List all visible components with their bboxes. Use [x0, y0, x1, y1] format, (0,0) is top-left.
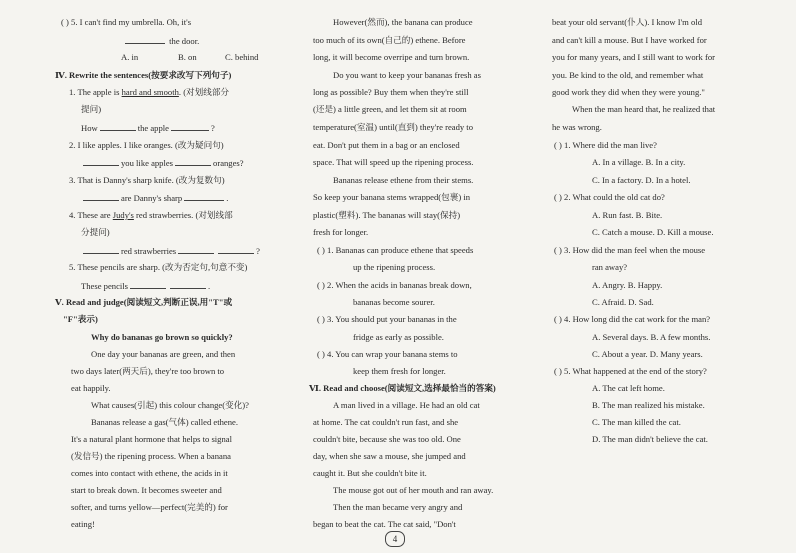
text-line: at home. The cat couldn't run fast, and she	[313, 417, 459, 427]
text-line: fresh for longer.	[313, 227, 369, 237]
rewrite-4-cont: 分提问)	[81, 227, 110, 237]
para3-line: Bananas release a gas(气体) called ethene.	[91, 417, 238, 427]
choice-q5: ( ) 5. What happened at the end of the story?	[554, 366, 707, 376]
choice-q3-opts: A. Angry. B. Happy.	[592, 280, 663, 290]
text-line: A man lived in a village. He had an old cat	[333, 400, 480, 410]
answer-blank[interactable]	[178, 244, 214, 254]
text-line: couldn't bite, because she was too old. One	[313, 434, 461, 444]
choice-q5-opt-a: A. The cat left home.	[592, 383, 665, 393]
text-line: (还是) a little green, and let them sit at room	[313, 104, 467, 114]
text-line: caught it. But she couldn't bite it.	[313, 468, 427, 478]
q5-line2: the door.	[123, 34, 199, 47]
rewrite-3: 3. That is Danny's sharp knife. (改为复数句)	[69, 175, 225, 185]
judge-item-1: ( ) 1. Bananas can produce ethene that speeds	[317, 245, 474, 255]
text-line: When the man heard that, he realized that	[572, 104, 716, 114]
q5-opt-b: B. on	[178, 52, 197, 62]
answer-blank[interactable]	[184, 191, 224, 201]
answer-blank[interactable]	[130, 279, 166, 289]
q5-line1: ( ) 5. I can't find my umbrella. Oh, it's	[61, 17, 192, 27]
rewrite-2: 2. I like apples. I like oranges. (改为疑问句)	[69, 140, 224, 150]
text-line: good work they did when they were young."	[552, 87, 705, 97]
text-line: too much of its own(自己的) ethene. Before	[313, 35, 466, 45]
choice-q2-opts: C. Catch a mouse. D. Kill a mouse.	[592, 227, 714, 237]
choice-q5-opt-b: B. The man realized his mistake.	[592, 400, 705, 410]
answer-blank[interactable]	[218, 244, 254, 254]
answer-blank[interactable]	[83, 244, 119, 254]
para1-line: One day your bananas are green, and then	[91, 349, 236, 359]
choice-q4-opts: C. About a year. D. Many years.	[592, 349, 703, 359]
section4-heading: Ⅳ. Rewrite the sentences(按要求改写下列句子)	[55, 70, 232, 80]
judge-item-1-cont: up the ripening process.	[353, 262, 436, 272]
choice-q1-opts: C. In a factory. D. In a hotel.	[592, 175, 691, 185]
rewrite-4-answer: red strawberries ?	[81, 244, 260, 257]
rewrite-1: 1. The apple is hard and smooth. (对划线部分	[69, 87, 230, 97]
para3-line: It's a natural plant hormone that helps to signal	[71, 434, 232, 444]
text-line: long, it will become overripe and turn brown.	[313, 52, 470, 62]
rewrite-1-cont: 提问)	[81, 104, 102, 114]
judge-item-3: ( ) 3. You should put your bananas in the	[317, 314, 457, 324]
q5-opt-a: A. in	[121, 52, 139, 62]
choice-q3-opts: C. Afraid. D. Sad.	[592, 297, 654, 307]
choice-q3-cont: ran away?	[592, 262, 628, 272]
choice-q1-opts: A. In a village. B. In a city.	[592, 157, 686, 167]
section5-heading: Ⅴ. Read and judge(阅读短文,判断正误,用"T"或	[55, 297, 233, 307]
para1-line: eat happily.	[71, 383, 111, 393]
text-line: Do you want to keep your bananas fresh as	[333, 70, 481, 80]
text-line: However(然而), the banana can produce	[333, 17, 473, 27]
answer-blank[interactable]	[170, 279, 206, 289]
rewrite-1-answer: How the apple ?	[81, 123, 215, 133]
para3-line: softer, and turns yellow—perfect(完美的) for	[71, 502, 228, 512]
choice-q4-opts: A. Several days. B. A few months.	[592, 332, 711, 342]
rewrite-5-answer: These pencils .	[81, 281, 211, 291]
rewrite-2-answer: you like apples oranges?	[81, 156, 244, 169]
page-number: 4	[385, 531, 405, 547]
text-line: Then the man became very angry and	[333, 502, 463, 512]
text-line: beat your old servant(仆人). I know I'm old	[552, 17, 702, 27]
text-line: temperature(室温) until(直到) they're ready to	[313, 122, 473, 132]
answer-blank[interactable]	[83, 191, 119, 201]
choice-q1: ( ) 1. Where did the man live?	[554, 140, 657, 150]
section6-heading: Ⅵ. Read and choose(阅读短文,选择最恰当的答案)	[309, 383, 496, 393]
answer-blank[interactable]	[83, 156, 119, 166]
text-line: The mouse got out of her mouth and ran away.	[333, 485, 494, 495]
text-line: you. Be kind to the old, and remember what	[552, 70, 704, 80]
judge-item-2: ( ) 2. When the acids in bananas break down,	[317, 280, 472, 290]
judge-item-2-cont: bananas become sourer.	[353, 297, 435, 307]
para3-line: comes into contact with ethene, the acids in it	[71, 468, 228, 478]
text-line: you for many years, and I still want to work for	[552, 52, 716, 62]
text-line: he was wrong.	[552, 122, 602, 132]
rewrite-3-answer: are Danny's sharp .	[81, 191, 228, 204]
choice-q4: ( ) 4. How long did the cat work for the man?	[554, 314, 711, 324]
passage-title: Why do bananas go brown so quickly?	[91, 332, 233, 342]
rewrite-5: 5. These pencils are sharp. (改为否定句,句意不变)	[69, 262, 248, 272]
text-line: began to beat the cat. The cat said, "Don't	[313, 519, 456, 529]
para3-line: start to break down. It becomes sweeter and	[71, 485, 222, 495]
judge-item-3-cont: fridge as early as possible.	[353, 332, 444, 342]
section5-heading-cont: "F"表示)	[63, 314, 98, 324]
choice-q2-opts: A. Run fast. B. Bite.	[592, 210, 663, 220]
answer-blank[interactable]	[125, 34, 165, 44]
text-line: So keep your banana stems wrapped(包裹) in	[313, 192, 471, 202]
para3-line: (发信号) the ripening process. When a banana	[71, 451, 231, 461]
text-line: plastic(塑料). The bananas will stay(保持)	[313, 210, 461, 220]
choice-q2: ( ) 2. What could the old cat do?	[554, 192, 665, 202]
para1-line: two days later(两天后), they're too brown to	[71, 366, 225, 376]
choice-q3: ( ) 3. How did the man feel when the mouse	[554, 245, 706, 255]
q5-opt-c: C. behind	[225, 52, 259, 62]
text-line: space. That will speed up the ripening process.	[313, 157, 474, 167]
judge-item-4-cont: keep them fresh for longer.	[353, 366, 446, 376]
rewrite-4: 4. These are Judy's red strawberries. (对划线部	[69, 210, 233, 220]
answer-blank[interactable]	[175, 156, 211, 166]
text-line: and can't kill a mouse. But I have worked for	[552, 35, 707, 45]
text-line: eat. Don't put them in a bag or an enclosed	[313, 140, 460, 150]
answer-blank[interactable]	[171, 121, 209, 131]
para2-line: What causes(引起) this colour change(变化)?	[91, 400, 249, 410]
text-line: day, when she saw a mouse, she jumped and	[313, 451, 466, 461]
answer-blank[interactable]	[100, 121, 136, 131]
text-line: Bananas release ethene from their stems.	[333, 175, 474, 185]
text-line: long as possible? Buy them when they're still	[313, 87, 469, 97]
choice-q5-opt-c: C. The man killed the cat.	[592, 417, 681, 427]
choice-q5-opt-d: D. The man didn't believe the cat.	[592, 434, 708, 444]
para3-line: eating!	[71, 519, 95, 529]
judge-item-4: ( ) 4. You can wrap your banana stems to	[317, 349, 458, 359]
